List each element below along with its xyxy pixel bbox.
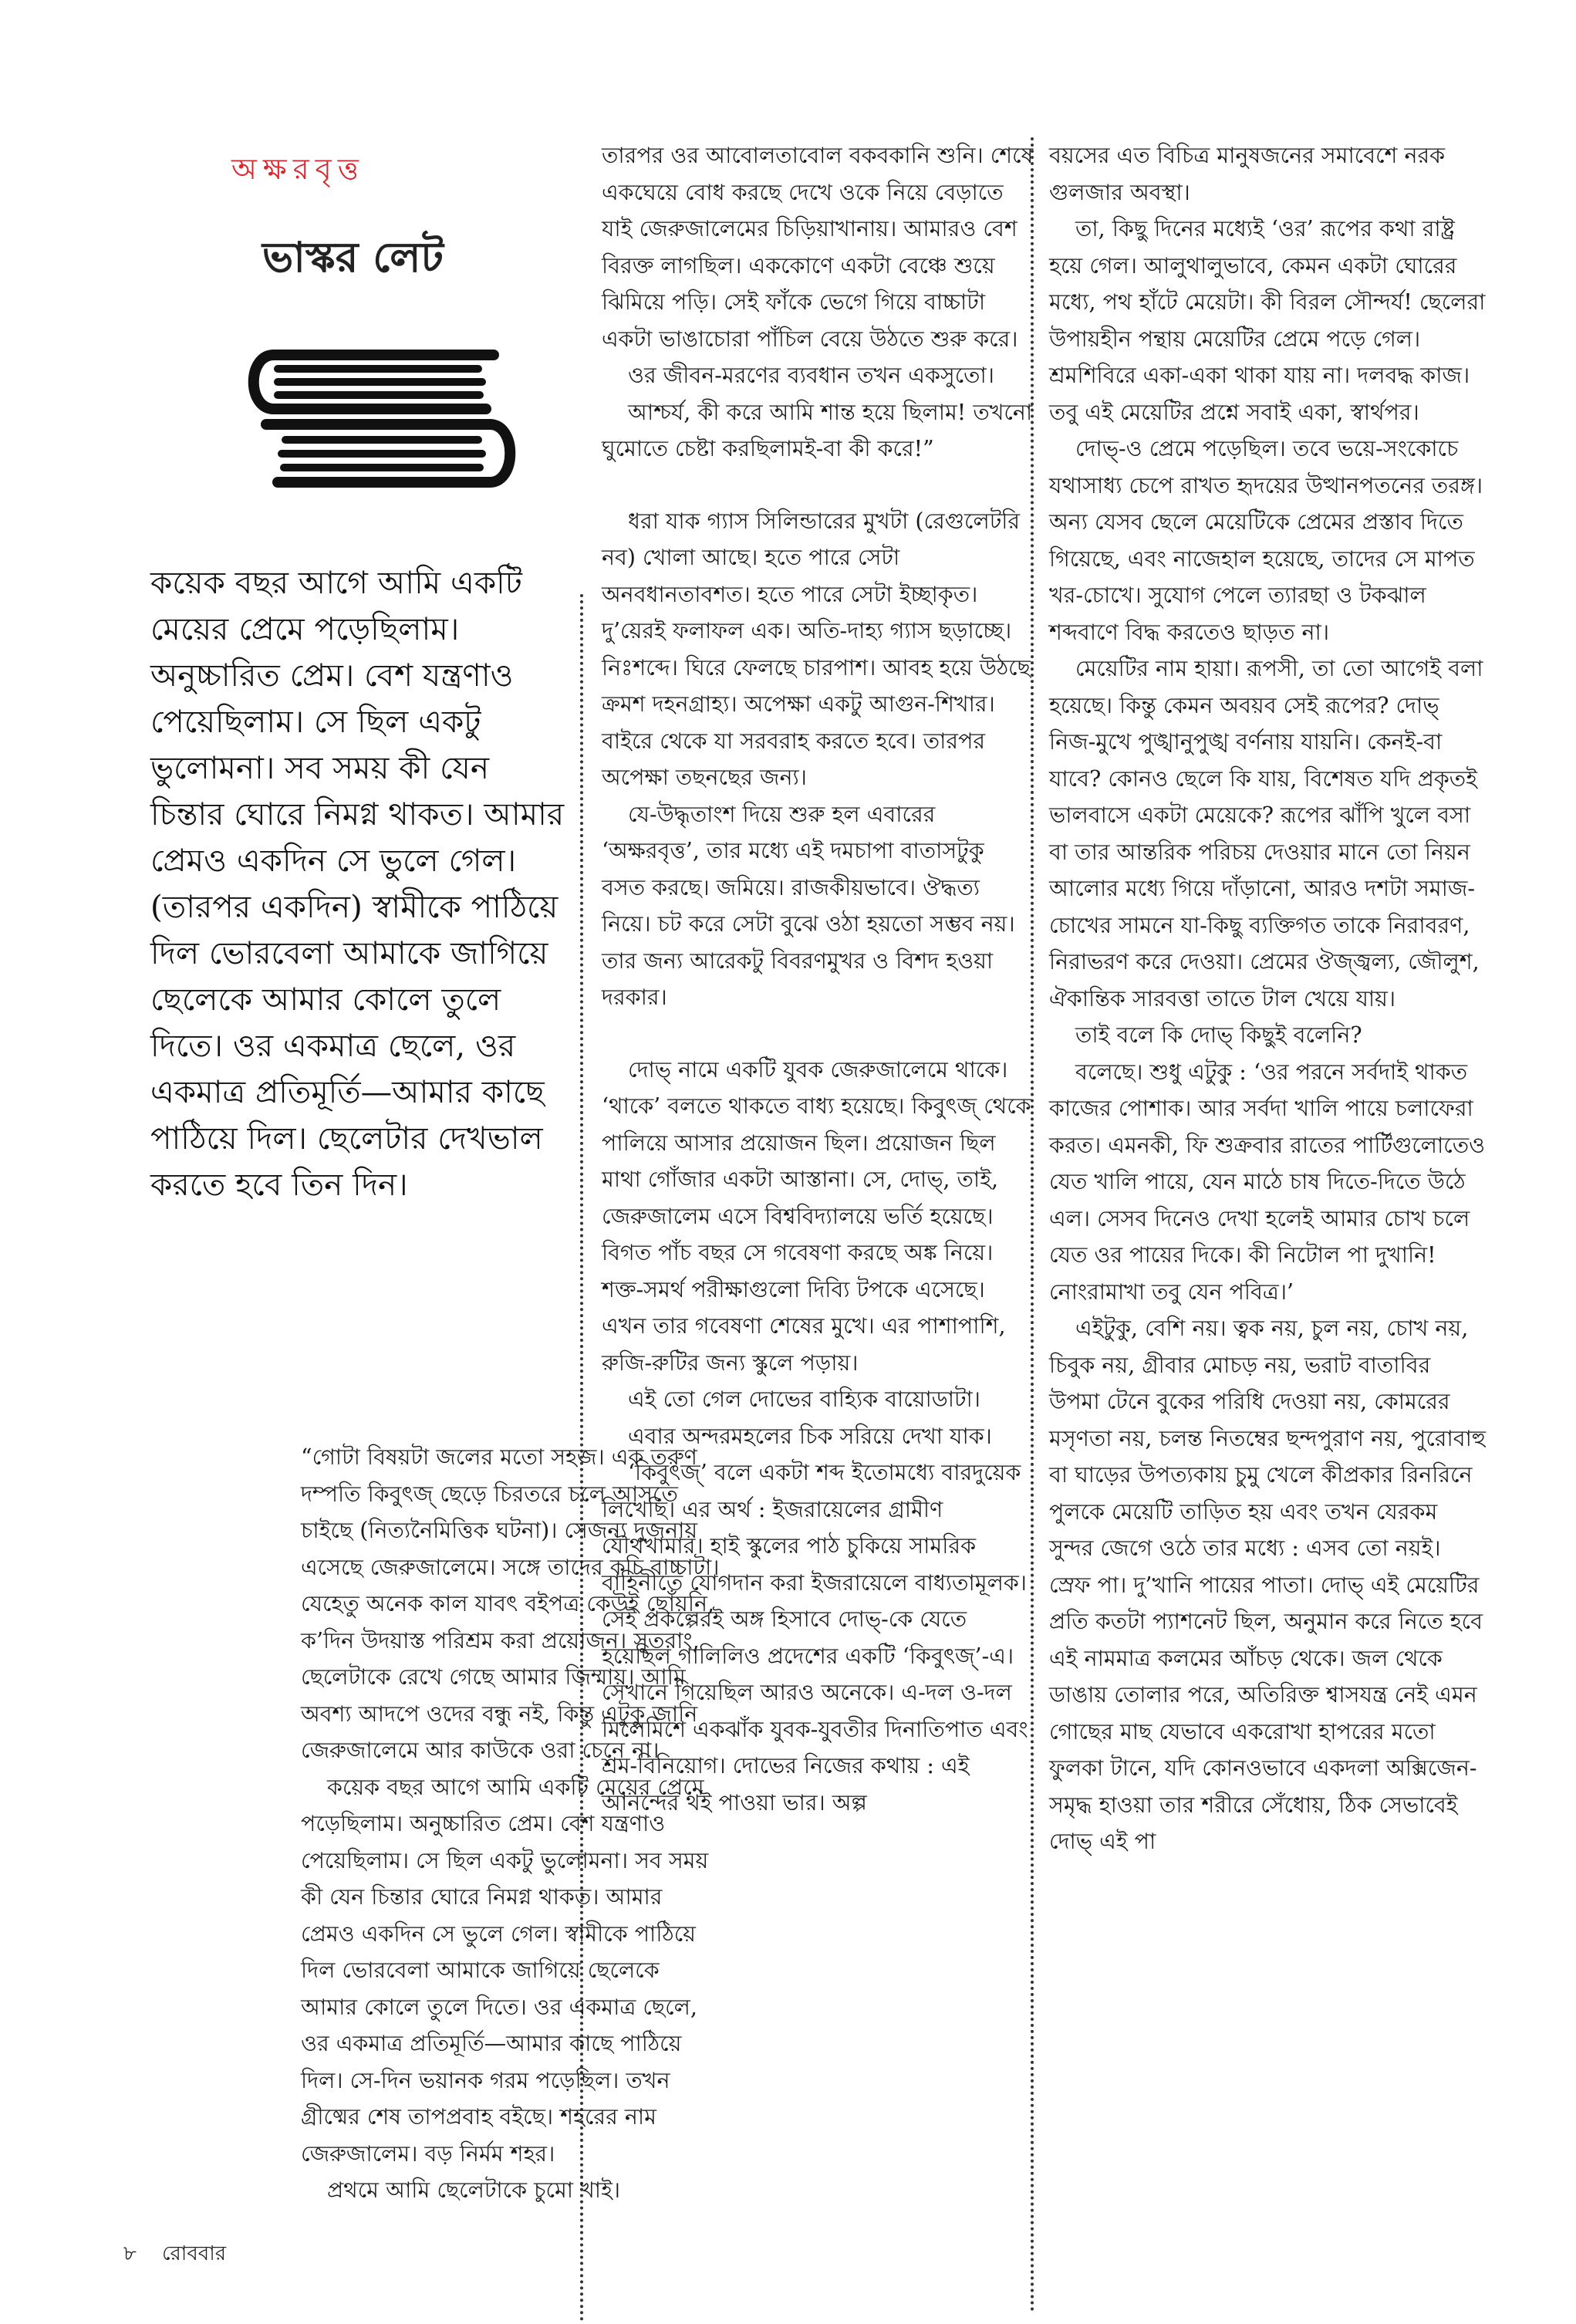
paragraph: ‘কিবুৎজ্’ বলে একটা শব্দ ইতোমধ্যে বারদুয়েক লিখেছি। এর অর্থ : ইজরায়েলের গ্রামীণ যৌথখামার। হাই স্কুলের পাঠ চুকিয়ে সামরিক বাহিনীতে যোগদান করা ইজরায়েলে বাধ্যতামূলক। সেই প্রকল্পেরই অঙ্গ হিসাবে দোভ্-কে যেতে হয়েছিল গালিলিও প্রদেশের একটি ‘কিবুৎজ্’-এ। সেখানে গিয়েছিল আরও অনেকে। এ-দল ও-দল মিলেমিশে একঝাঁক যুবক-যুবতীর দিনাতিপাত এবং শ্রম-বিনিয়োগ। দোভের নিজের কথায় : এই আনন্দের থই পাওয়া ভার। অল্প [602,1460,1028,1816]
column-3 [1049,137,1487,1860]
paragraph: “গোটা বিষয়টা জলের মতো সহজ। এক তরুণ দম্পতি কিবুৎজ্ ছেড়ে চিরতরে চলে আসতে চাইছে (নিত্যনৈমিত্তিক ঘটনা)। সেজন্য দুজনায় এসেছে জেরুজালেমে। সঙ্গে তাদের কচি বাচ্চাটা। যেহেতু অনেক কাল যাবৎ বইপত্র কেউই ছোঁয়নি, ক’দিন উদয়াস্ত পরিশ্রম করা প্রয়োজন। সুতরাং, ছেলেটাকে রেখে গেছে আমার জিম্মায়। আমি অবশ্য আদপে ওদের বন্ধু নই, কিন্তু এটুকু জানি জেরুজালেমে আর কাউকে ওরা চেনে না। [301,1444,720,1763]
paragraph: এইটুকু, বেশি নয়। ত্বক নয়, চুল নয়, চোখ নয়, চিবুক নয়, গ্রীবার মোচড় নয়, ভরাট বাতাবির উপমা টেনে বুকের পরিধি দেওয়া নয়, কোমরের মসৃণতা নয়, চলন্ত নিতম্বের ছন্দপুরাণ নয়, পুরোবাহু বা ঘাড়ের উপত্যকায় চুমু খেলে কীপ্রকার রিনরিনে পুলকে মেয়েটি তাড়িত হয় এবং তখন যেরকম সুন্দর জেগে ওঠে তার মধ্যে : এসব তো নয়ই। স্রেফ পা। দু’খানি পায়ের পাতা। দোভ্ এই মেয়েটির প্রতি কতটা প্যাশনেট ছিল, অনুমান করে নিতে হবে এই নামমাত্র কলমের আঁচড় থেকে। জল থেকে ডাঙায় তোলার পরে, অতিরিক্ত শ্বাসযন্ত্র নেই এমন গোছের মাছ যেভাবে একরোখা হাপরের মতো ফুলকা টানে, যদি কোনওভাবে একদলা অক্সিজেন-সমৃদ্ধ হাওয়া তার শরীরে সেঁধোয়, ঠিক সেভাবেই দোভ্ এই পা [1049,1316,1487,1854]
paragraph: ধরা যাক গ্যাস সিলিন্ডারের মুখটা (রেগুলেটরি নব) খোলা আছে। হতে পারে সেটা অনবধানতাবশত। হতে পারে সেটা ইচ্ছাকৃত। দু’য়েরই ফলাফল এক। অতি-দাহ্য গ্যাস ছড়াচ্ছে। নিঃশব্দে। ঘিরে ফেলছে চারপাশ। আবহ হয়ে উঠছে ক্রমশ দহনগ্রাহ্য। অপেক্ষা একটু আগুন-শিখার। বাইরে থেকে যা সরবরাহ করতে হবে। তারপর অপেক্ষা তছনছের জন্য। [602,508,1031,790]
column-2 [602,137,1034,1821]
author-byline: ভাস্কর লেট [262,232,444,282]
page-footer [123,2238,226,2272]
paragraph: তা, কিছু দিনের মধ্যেই ‘ওর’ রূপের কথা রাষ্ট্র হয়ে গেল। আলুথালুভাবে, কেমন একটা ঘোরের মধ্যে, পথ হাঁটে মেয়েটা। কী বিরল সৌন্দর্য! ছেলেরা উপায়হীন পন্থায় মেয়েটির প্রেমে পড়ে গেল। শ্রমশিবিরে একা-একা থাকা যায় না। দলবদ্ধ কাজ। তবু এই মেয়েটির প্রশ্নে সবাই একা, স্বার্থপর। [1049,216,1486,425]
paragraph: বয়সের এত বিচিত্র মানুষজনের সমাবেশে নরক গুলজার অবস্থা। [1049,143,1446,205]
paragraph: কয়েক বছর আগে আমি একটি মেয়ের প্রেমে পড়েছিলাম। অনুচ্চারিত প্রেম। বেশ যন্ত্রণাও পেয়েছিলাম। সে ছিল একটু ভুলোমনা। সব সময় কী যেন চিন্তার ঘোরে নিমগ্ন থাকত। আমার প্রেমও একদিন সে ভুলে গেল। স্বামীকে পাঠিয়ে দিল ভোরবেলা আমাকে জাগিয়ে ছেলেকে আমার কোলে তুলে দিতে। ওর একমাত্র ছেলে, ওর একমাত্র প্রতিমূর্তি—আমার কাছে পাঠিয়ে দিল। সে-দিন ভয়ানক গরম পড়েছিল। তখন গ্রীষ্মের শেষ তাপপ্রবাহ বইছে। শহরের নাম জেরুজালেম। বড় নির্মম শহর। [301,1774,709,2167]
lead-text: কয়েক বছর আগে আমি একটি মেয়ের প্রেমে পড়েছিলাম। অনুচ্চারিত প্রেম। বেশ যন্ত্রণাও পেয়েছিলাম। সে ছিল একটু ভুলোমনা। সব সময় কী যেন চিন্তার ঘোরে নিমগ্ন থাকত। আমার প্রেমও একদিন সে ভুলে গেল। (তারপর একদিন) স্বামীকে পাঠিয়ে দিল ভোরবেলা আমাকে জাগিয়ে ছেলেকে আমার কোলে তুলে দিতে। ওর একমাত্র ছেলে, ওর একমাত্র প্রতিমূর্তি—আমার কাছে পাঠিয়ে দিল। ছেলেটার দেখভাল করতে হবে তিন দিন। [150,564,565,1203]
paragraph: আশ্চর্য, কী করে আমি শান্ত হয়ে ছিলাম! তখনো ঘুমোতে চেষ্টা করছিলামই-বা কী করে!” [602,399,1033,461]
paragraph: তারপর ওর আবোলতাবোল বকবকানি শুনি। শেষে একঘেয়ে বোধ করছে দেখে ওকে নিয়ে বেড়াতে যাই জেরুজালেমের চিড়িয়াখানায়। আমারও বেশ বিরক্ত লাগছিল। এককোণে একটা বেঞ্চে শুয়ে ঝিমিয়ে পড়ি। সেই ফাঁকে ভেগে গিয়ে বাচ্চাটা একটা ভাঙাচোরা পাঁচিল বেয়ে উঠতে শুরু করে। [602,143,1034,352]
paragraph: ওর জীবন-মরণের ব্যবধান তখন একসুতো। [628,363,994,388]
paragraph: এবার অন্দরমহলের চিক সরিয়ে দেখা যাক। [628,1423,992,1449]
paragraph: এই তো গেল দোভের বাহ্যিক বায়োডাটা। [628,1387,980,1412]
lead-quote [150,559,567,1208]
page-number: ৮ [123,2242,137,2265]
magazine-name: রোববার [161,2242,227,2265]
paragraph: মেয়েটির নাম হায়া। রূপসী, তা তো আগেই বলা হয়েছে। কিন্তু কেমন অবয়ব সেই রূপের? দোভ্ নিজ-মুখে পুঙ্খানুপুঙ্খ বর্ণনায় যায়নি। কেনই-বা যাবে? কোনও ছেলে কি যায়, বিশেষত যদি প্রকৃতই ভালবাসে একটা মেয়েকে? রূপের ঝাঁপি খুলে বসা বা তার আন্তরিক পরিচয় দেওয়ার মানে তো নিয়ন আলোর মধ্যে গিয়ে দাঁড়ানো, আরও দশটা সমাজ-চোখের সামনে যা-কিছু ব্যক্তিগত তাকে নিরাবরণ, নিরাভরণ করে দেওয়া। প্রেমের ঔজ্জ্বল্য, জৌলুশ, ঐকান্তিক সারবত্তা তাতে টাল খেয়ে যায়। [1049,656,1483,1012]
paragraph: তাই বলে কি দোভ্ কিছুই বলেনি? [1075,1022,1362,1048]
paragraph: প্রথমে আমি ছেলেটাকে চুমো খাই। [327,2177,621,2203]
paragraph: দোভ্ নামে একটি যুবক জেরুজালেমে থাকে। ‘থাকে’ বলতে থাকতে বাধ্য হয়েছে। কিবুৎজ্ থেকে পালিয়ে আসার প্রয়োজন ছিল। প্রয়োজন ছিল মাথা গোঁজার একটা আস্তানা। সে, দোভ্, তাই, জেরুজালেম এসে বিশ্ববিদ্যালয়ে ভর্তি হয়েছে। বিগত পাঁচ বছর সে গবেষণা করছে অঙ্ক নিয়ে। শক্ত-সমর্থ পরীক্ষাগুলো দিব্যি টপকে এসেছে। এখন তার গবেষণা শেষের মুখে। এর পাশাপাশি, রুজি-রুটির জন্য স্কুলে পড়ায়। [602,1056,1031,1376]
book-stack-icon [231,324,525,520]
paragraph: যে-উদ্ধৃতাংশ দিয়ে শুরু হল এবারের ‘অক্ষরবৃত্ত’, তার মধ্যে এই দমচাপা বাতাসটুকু বসত করছে। জমিয়ে। রাজকীয়ভাবে। ঔদ্ধত্য নিয়ে। চট করে সেটা বুঝে ওঠা হয়তো সম্ভব নয়। তার জন্য আরেকটু বিবরণমুখর ও বিশদ হওয়া দরকার। [602,801,1015,1010]
paragraph: বলেছে। শুধু এটুকু : ‘ওর পরনে সর্বদাই থাকত কাজের পোশাক। আর সর্বদা খালি পায়ে চলাফেরা করত। এমনকী, ফি শুক্রবার রাতের পার্টিগুলোতেও যেত খালি পায়ে, যেন মাঠে চাষ দিতে-দিতে উঠে এল। সেসব দিনেও দেখা হলেই আমার চোখ চলে যেত ওর পায়ের দিকে। কী নিটোল পা দুখানি! নোংরামাখা তবু যেন পবিত্র।’ [1049,1059,1486,1305]
section-label: অক্ষরবৃত্ত [231,152,365,186]
paragraph: দোভ্-ও প্রেমে পড়েছিল। তবে ভয়ে-সংকোচে যথাসাধ্য চেপে রাখত হৃদয়ের উত্থানপতনের তরঙ্গ। অন্য যেসব ছেলে মেয়েটিকে প্রেমের প্রস্তাব দিতে গিয়েছে, এবং নাজেহাল হয়েছে, তাদের সে মাপত খর-চোখে। সুযোগ পেলে ত্যারছা ও টকঝাল শব্দবাণে বিদ্ধ করতেও ছাড়ত না। [1049,436,1483,645]
